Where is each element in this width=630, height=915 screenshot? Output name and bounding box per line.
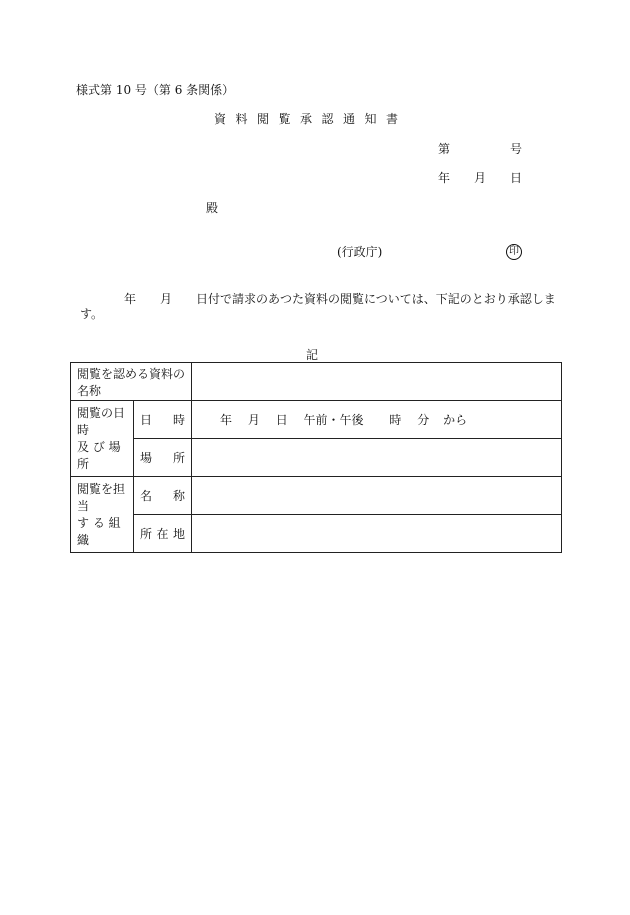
document-number-suffix: 号 xyxy=(510,142,523,156)
body-year-label: 年 xyxy=(124,292,137,306)
dt-ampm: 午前・午後 xyxy=(303,413,364,427)
table-row xyxy=(71,477,562,515)
material-name-value xyxy=(192,363,562,401)
datetime-label-a: 日 xyxy=(140,413,153,427)
group1-line1: 閲覧の日時 xyxy=(77,405,126,437)
ki-heading: 記 xyxy=(306,348,319,362)
table-row xyxy=(71,363,562,401)
form-number: 様式第 10 号（第 6 条関係） xyxy=(76,83,235,97)
table-row xyxy=(71,401,562,439)
agency-label: (行政庁) xyxy=(337,245,383,259)
group2-line2: す る 組 織 xyxy=(77,515,121,547)
group1-line2: 及 び 場 所 xyxy=(77,439,121,471)
dt-day: 日 xyxy=(275,413,288,427)
org-name-value xyxy=(192,477,562,515)
dt-from: から xyxy=(443,413,468,427)
seal-mark: 印 xyxy=(506,244,522,260)
responsible-org-label xyxy=(71,477,134,553)
group2-line1: 閲覧を担当 xyxy=(77,481,126,513)
org-address-value xyxy=(192,515,562,553)
dt-hour: 時 xyxy=(389,413,402,427)
place-value xyxy=(192,439,562,477)
place-label-b: 所 xyxy=(173,451,186,465)
place-label xyxy=(134,439,192,477)
approval-details-table xyxy=(70,362,562,553)
place-label-a: 場 xyxy=(140,451,153,465)
document-title: 資料閲覧承認通知書 xyxy=(214,112,408,126)
viewing-datetime-place-label xyxy=(71,401,134,477)
org-address-label xyxy=(134,515,192,553)
datetime-value xyxy=(192,401,562,439)
org-name-label xyxy=(134,477,192,515)
name-label-b: 称 xyxy=(173,489,186,503)
body-text: 日付で請求のあつた資料の閲覧については、下記のとおり承認しま xyxy=(196,292,556,306)
dt-minute: 分 xyxy=(417,413,430,427)
address-label-b: 在 xyxy=(156,527,169,541)
datetime-label xyxy=(134,401,192,439)
datetime-label-b: 時 xyxy=(173,413,186,427)
dt-month: 月 xyxy=(247,413,260,427)
date-day-label: 日 xyxy=(510,171,523,185)
address-label-a: 所 xyxy=(140,527,153,541)
table-row xyxy=(71,515,562,553)
document-number-prefix: 第 xyxy=(438,142,451,156)
body-text-line2: す。 xyxy=(80,307,104,321)
date-month-label: 月 xyxy=(474,171,487,185)
address-label-c: 地 xyxy=(173,527,186,541)
date-year-label: 年 xyxy=(438,171,451,185)
addressee-suffix: 殿 xyxy=(206,201,219,215)
material-name-label: 閲覧を認める資料の名称 xyxy=(71,363,192,401)
name-label-a: 名 xyxy=(140,489,153,503)
table-row xyxy=(71,439,562,477)
body-month-label: 月 xyxy=(160,292,173,306)
dt-year: 年 xyxy=(220,413,233,427)
